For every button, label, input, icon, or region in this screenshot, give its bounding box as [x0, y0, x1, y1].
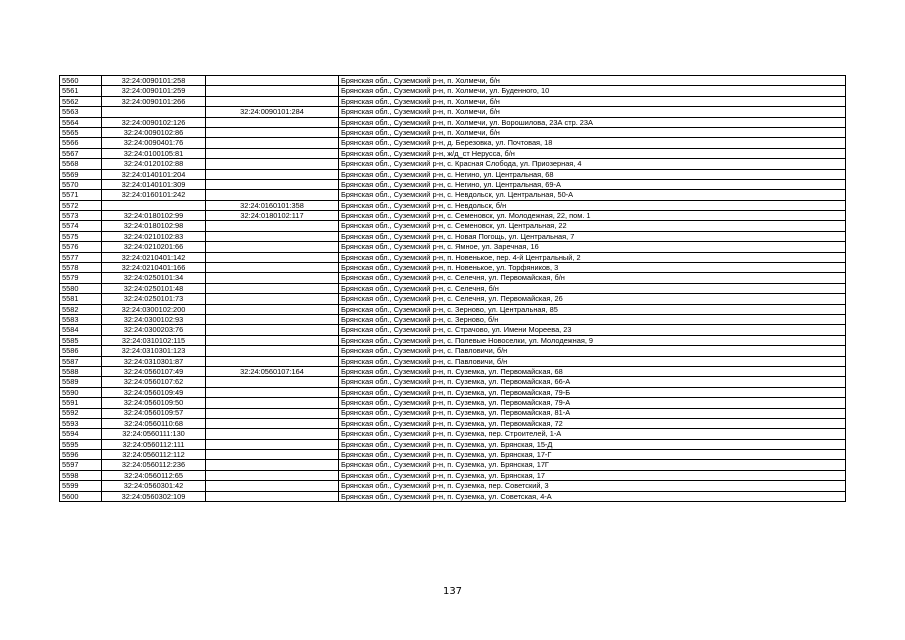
cadastral-number-cell: 32:24:0560107:62 — [102, 377, 206, 387]
row-number-cell: 5568 — [60, 159, 102, 169]
address-cell: Брянская обл., Суземский р-н, п. Холмечи, б/н — [339, 127, 846, 137]
cadastral-number-cell: 32:24:0120102:88 — [102, 159, 206, 169]
cadastral-number-cell: 32:24:0560111:130 — [102, 429, 206, 439]
related-cadastral-number-cell — [206, 117, 339, 127]
cadastral-number-cell: 32:24:0560302:109 — [102, 491, 206, 501]
table-row — [60, 252, 846, 262]
cadastral-number-cell: 32:24:0250101:48 — [102, 283, 206, 293]
related-cadastral-number-cell — [206, 460, 339, 470]
cadastral-number-cell: 32:24:0560109:49 — [102, 387, 206, 397]
cadastral-number-cell: 32:24:0140101:309 — [102, 179, 206, 189]
cadastral-number-cell: 32:24:0090102:126 — [102, 117, 206, 127]
table-row — [60, 159, 846, 169]
cadastral-number-cell: 32:24:0090101:266 — [102, 96, 206, 106]
cadastral-number-cell: 32:24:0560109:50 — [102, 398, 206, 408]
row-number-cell: 5594 — [60, 429, 102, 439]
row-number-cell: 5579 — [60, 273, 102, 283]
table-row — [60, 179, 846, 189]
address-cell: Брянская обл., Суземский р-н, п. Суземка, ул. Первомайская, 79-Б — [339, 387, 846, 397]
related-cadastral-number-cell — [206, 356, 339, 366]
address-cell: Брянская обл., Суземский р-н, п. Суземка, ул. Брянская, 17 — [339, 470, 846, 480]
cadastral-number-cell: 32:24:0140101:204 — [102, 169, 206, 179]
address-cell: Брянская обл., Суземский р-н, с. Семеновск, ул. Центральная, 22 — [339, 221, 846, 231]
address-cell: Брянская обл., Суземский р-н, с. Негино, ул. Центральная, 69-А — [339, 179, 846, 189]
related-cadastral-number-cell — [206, 86, 339, 96]
related-cadastral-number-cell — [206, 159, 339, 169]
address-cell: Брянская обл., Суземский р-н, с. Селечня, ул. Первомайская, 26 — [339, 294, 846, 304]
table-row — [60, 117, 846, 127]
row-number-cell: 5581 — [60, 294, 102, 304]
cadastral-number-cell: 32:24:0210401:166 — [102, 263, 206, 273]
related-cadastral-number-cell: 32:24:0560107:164 — [206, 366, 339, 376]
address-cell: Брянская обл., Суземский р-н, с. Красная Слобода, ул. Приозерная, 4 — [339, 159, 846, 169]
row-number-cell: 5565 — [60, 127, 102, 137]
related-cadastral-number-cell — [206, 429, 339, 439]
row-number-cell: 5561 — [60, 86, 102, 96]
related-cadastral-number-cell — [206, 221, 339, 231]
table-row — [60, 439, 846, 449]
row-number-cell: 5582 — [60, 304, 102, 314]
row-number-cell: 5576 — [60, 242, 102, 252]
related-cadastral-number-cell — [206, 450, 339, 460]
related-cadastral-number-cell — [206, 304, 339, 314]
table-row — [60, 304, 846, 314]
table-row — [60, 470, 846, 480]
related-cadastral-number-cell — [206, 283, 339, 293]
cadastral-number-cell: 32:24:0310301:123 — [102, 346, 206, 356]
address-cell: Брянская обл., Суземский р-н, п. Суземка, ул. Первомайская, 72 — [339, 418, 846, 428]
row-number-cell: 5572 — [60, 200, 102, 210]
row-number-cell: 5569 — [60, 169, 102, 179]
table-row — [60, 491, 846, 501]
related-cadastral-number-cell — [206, 481, 339, 491]
cadastral-number-cell: 32:24:0160101:242 — [102, 190, 206, 200]
table-row — [60, 211, 846, 221]
cadastral-number-cell: 32:24:0560109:57 — [102, 408, 206, 418]
related-cadastral-number-cell — [206, 179, 339, 189]
cadastral-number-cell: 32:24:0210201:66 — [102, 242, 206, 252]
table-row — [60, 273, 846, 283]
row-number-cell: 5578 — [60, 263, 102, 273]
row-number-cell: 5589 — [60, 377, 102, 387]
related-cadastral-number-cell — [206, 408, 339, 418]
row-number-cell: 5596 — [60, 450, 102, 460]
address-cell: Брянская обл., Суземский р-н, с. Семеновск, ул. Молодежная, 22, пом. 1 — [339, 211, 846, 221]
related-cadastral-number-cell — [206, 439, 339, 449]
related-cadastral-number-cell — [206, 470, 339, 480]
cadastral-number-cell: 32:24:0310102:115 — [102, 335, 206, 345]
row-number-cell: 5575 — [60, 231, 102, 241]
row-number-cell: 5591 — [60, 398, 102, 408]
table-row — [60, 86, 846, 96]
address-cell: Брянская обл., Суземский р-н, с. Полевые Новоселки, ул. Молодежная, 9 — [339, 335, 846, 345]
table-row — [60, 398, 846, 408]
row-number-cell: 5570 — [60, 179, 102, 189]
address-cell: Брянская обл., Суземский р-н, п. Суземка, ул. Брянская, 17-Г — [339, 450, 846, 460]
cadastral-number-cell: 32:24:0310301:87 — [102, 356, 206, 366]
table-row — [60, 335, 846, 345]
row-number-cell: 5586 — [60, 346, 102, 356]
table-row — [60, 148, 846, 158]
table-row — [60, 294, 846, 304]
table-row — [60, 481, 846, 491]
row-number-cell: 5577 — [60, 252, 102, 262]
row-number-cell: 5574 — [60, 221, 102, 231]
address-cell: Брянская обл., Суземский р-н, с. Павловичи, б/н — [339, 346, 846, 356]
related-cadastral-number-cell — [206, 148, 339, 158]
address-cell: Брянская обл., Суземский р-н, п. Суземка, ул. Первомайская, 79-А — [339, 398, 846, 408]
cadastral-number-cell: 32:24:0090101:259 — [102, 86, 206, 96]
related-cadastral-number-cell — [206, 127, 339, 137]
address-cell: Брянская обл., Суземский р-н, п. Суземка, ул. Первомайская, 66-А — [339, 377, 846, 387]
address-cell: Брянская обл., Суземский р-н, с. Зерново, б/н — [339, 314, 846, 324]
cadastral-number-cell: 32:24:0300102:200 — [102, 304, 206, 314]
cadastral-number-cell — [102, 200, 206, 210]
related-cadastral-number-cell — [206, 325, 339, 335]
table-row — [60, 107, 846, 117]
related-cadastral-number-cell — [206, 491, 339, 501]
address-cell: Брянская обл., Суземский р-н, ж/д_ст Нерусса, б/н — [339, 148, 846, 158]
row-number-cell: 5573 — [60, 211, 102, 221]
address-cell: Брянская обл., Суземский р-н, с. Невдольск, б/н — [339, 200, 846, 210]
table-row — [60, 460, 846, 470]
table-row — [60, 429, 846, 439]
related-cadastral-number-cell — [206, 335, 339, 345]
cadastral-number-cell: 32:24:0090102:86 — [102, 127, 206, 137]
address-cell: Брянская обл., Суземский р-н, с. Страчово, ул. Имени Мореева, 23 — [339, 325, 846, 335]
address-cell: Брянская обл., Суземский р-н, п. Холмечи, ул. Буденного, 10 — [339, 86, 846, 96]
table-row — [60, 450, 846, 460]
row-number-cell: 5585 — [60, 335, 102, 345]
related-cadastral-number-cell: 32:24:0160101:358 — [206, 200, 339, 210]
registry-table — [59, 75, 846, 502]
related-cadastral-number-cell — [206, 418, 339, 428]
related-cadastral-number-cell — [206, 169, 339, 179]
row-number-cell: 5562 — [60, 96, 102, 106]
related-cadastral-number-cell — [206, 377, 339, 387]
cadastral-number-cell: 32:24:0090101:258 — [102, 76, 206, 86]
cadastral-number-cell: 32:24:0300203:76 — [102, 325, 206, 335]
table-row — [60, 242, 846, 252]
cadastral-number-cell: 32:24:0180102:98 — [102, 221, 206, 231]
address-cell: Брянская обл., Суземский р-н, п. Новенькое, ул. Торфяников, 3 — [339, 263, 846, 273]
row-number-cell: 5563 — [60, 107, 102, 117]
row-number-cell: 5564 — [60, 117, 102, 127]
related-cadastral-number-cell — [206, 398, 339, 408]
related-cadastral-number-cell — [206, 76, 339, 86]
table-row — [60, 325, 846, 335]
row-number-cell: 5584 — [60, 325, 102, 335]
cadastral-number-cell: 32:24:0180102:99 — [102, 211, 206, 221]
table-row — [60, 221, 846, 231]
address-cell: Брянская обл., Суземский р-н, п. Суземка, ул. Брянская, 17Г — [339, 460, 846, 470]
table-row — [60, 283, 846, 293]
cadastral-number-cell: 32:24:0100105:81 — [102, 148, 206, 158]
address-cell: Брянская обл., Суземский р-н, с. Павловичи, б/н — [339, 356, 846, 366]
row-number-cell: 5599 — [60, 481, 102, 491]
address-cell: Брянская обл., Суземский р-н, п. Суземка, ул. Первомайская, 68 — [339, 366, 846, 376]
address-cell: Брянская обл., Суземский р-н, п. Холмечи, б/н — [339, 96, 846, 106]
row-number-cell: 5595 — [60, 439, 102, 449]
address-cell: Брянская обл., Суземский р-н, с. Зерново, ул. Центральная, 85 — [339, 304, 846, 314]
row-number-cell: 5560 — [60, 76, 102, 86]
address-cell: Брянская обл., Суземский р-н, п. Холмечи, б/н — [339, 107, 846, 117]
address-cell: Брянская обл., Суземский р-н, с. Негино, ул. Центральная, 68 — [339, 169, 846, 179]
address-cell: Брянская обл., Суземский р-н, с. Невдольск, ул. Центральная, 50-А — [339, 190, 846, 200]
table-row — [60, 231, 846, 241]
cadastral-number-cell: 32:24:0560112:236 — [102, 460, 206, 470]
row-number-cell: 5598 — [60, 470, 102, 480]
row-number-cell: 5571 — [60, 190, 102, 200]
related-cadastral-number-cell — [206, 242, 339, 252]
address-cell: Брянская обл., Суземский р-н, с. Селечня, ул. Первомайская, б/н — [339, 273, 846, 283]
address-cell: Брянская обл., Суземский р-н, с. Селечня, б/н — [339, 283, 846, 293]
row-number-cell: 5583 — [60, 314, 102, 324]
address-cell: Брянская обл., Суземский р-н, п. Холмечи, ул. Ворошилова, 23А стр. 23А — [339, 117, 846, 127]
cadastral-number-cell: 32:24:0560112:65 — [102, 470, 206, 480]
row-number-cell: 5566 — [60, 138, 102, 148]
row-number-cell: 5567 — [60, 148, 102, 158]
related-cadastral-number-cell — [206, 252, 339, 262]
row-number-cell: 5588 — [60, 366, 102, 376]
related-cadastral-number-cell — [206, 138, 339, 148]
cadastral-number-cell: 32:24:0560112:112 — [102, 450, 206, 460]
row-number-cell: 5600 — [60, 491, 102, 501]
table-row — [60, 200, 846, 210]
table-row — [60, 190, 846, 200]
table-row — [60, 96, 846, 106]
cadastral-number-cell: 32:24:0560110:68 — [102, 418, 206, 428]
cadastral-number-cell — [102, 107, 206, 117]
address-cell: Брянская обл., Суземский р-н, п. Суземка, пер. Строителей, 1-А — [339, 429, 846, 439]
page-number: 137 — [442, 586, 463, 597]
table-row — [60, 346, 846, 356]
address-cell: Брянская обл., Суземский р-н, с. Новая Погощь, ул. Центральная, 7 — [339, 231, 846, 241]
address-cell: Брянская обл., Суземский р-н, п. Новенькое, пер. 4-й Центральный, 2 — [339, 252, 846, 262]
table-row — [60, 76, 846, 86]
related-cadastral-number-cell — [206, 190, 339, 200]
related-cadastral-number-cell: 32:24:0090101:284 — [206, 107, 339, 117]
related-cadastral-number-cell — [206, 231, 339, 241]
row-number-cell: 5580 — [60, 283, 102, 293]
address-cell: Брянская обл., Суземский р-н, п. Суземка, пер. Советский, 3 — [339, 481, 846, 491]
related-cadastral-number-cell — [206, 314, 339, 324]
related-cadastral-number-cell — [206, 294, 339, 304]
table-row — [60, 138, 846, 148]
row-number-cell: 5597 — [60, 460, 102, 470]
registry-table-body — [60, 76, 846, 502]
address-cell: Брянская обл., Суземский р-н, п. Суземка, ул. Брянская, 15-Д — [339, 439, 846, 449]
cadastral-number-cell: 32:24:0210102:83 — [102, 231, 206, 241]
cadastral-number-cell: 32:24:0210401:142 — [102, 252, 206, 262]
row-number-cell: 5593 — [60, 418, 102, 428]
table-row — [60, 418, 846, 428]
table-row — [60, 366, 846, 376]
address-cell: Брянская обл., Суземский р-н, д. Березовка, ул. Почтовая, 18 — [339, 138, 846, 148]
cadastral-number-cell: 32:24:0250101:34 — [102, 273, 206, 283]
related-cadastral-number-cell — [206, 387, 339, 397]
table-row — [60, 408, 846, 418]
related-cadastral-number-cell — [206, 273, 339, 283]
row-number-cell: 5592 — [60, 408, 102, 418]
cadastral-number-cell: 32:24:0090401:76 — [102, 138, 206, 148]
cadastral-number-cell: 32:24:0560112:111 — [102, 439, 206, 449]
related-cadastral-number-cell — [206, 346, 339, 356]
table-row — [60, 387, 846, 397]
table-row — [60, 127, 846, 137]
row-number-cell: 5587 — [60, 356, 102, 366]
address-cell: Брянская обл., Суземский р-н, п. Суземка, ул. Советская, 4-А — [339, 491, 846, 501]
table-row — [60, 263, 846, 273]
related-cadastral-number-cell — [206, 96, 339, 106]
row-number-cell: 5590 — [60, 387, 102, 397]
table-row — [60, 356, 846, 366]
cadastral-number-cell: 32:24:0560301:42 — [102, 481, 206, 491]
table-row — [60, 314, 846, 324]
address-cell: Брянская обл., Суземский р-н, с. Ямное, ул. Заречная, 16 — [339, 242, 846, 252]
related-cadastral-number-cell: 32:24:0180102:117 — [206, 211, 339, 221]
related-cadastral-number-cell — [206, 263, 339, 273]
table-row — [60, 169, 846, 179]
cadastral-number-cell: 32:24:0300102:93 — [102, 314, 206, 324]
address-cell: Брянская обл., Суземский р-н, п. Суземка, ул. Первомайская, 81-А — [339, 408, 846, 418]
cadastral-number-cell: 32:24:0560107:49 — [102, 366, 206, 376]
cadastral-number-cell: 32:24:0250101:73 — [102, 294, 206, 304]
address-cell: Брянская обл., Суземский р-н, п. Холмечи, б/н — [339, 76, 846, 86]
table-row — [60, 377, 846, 387]
